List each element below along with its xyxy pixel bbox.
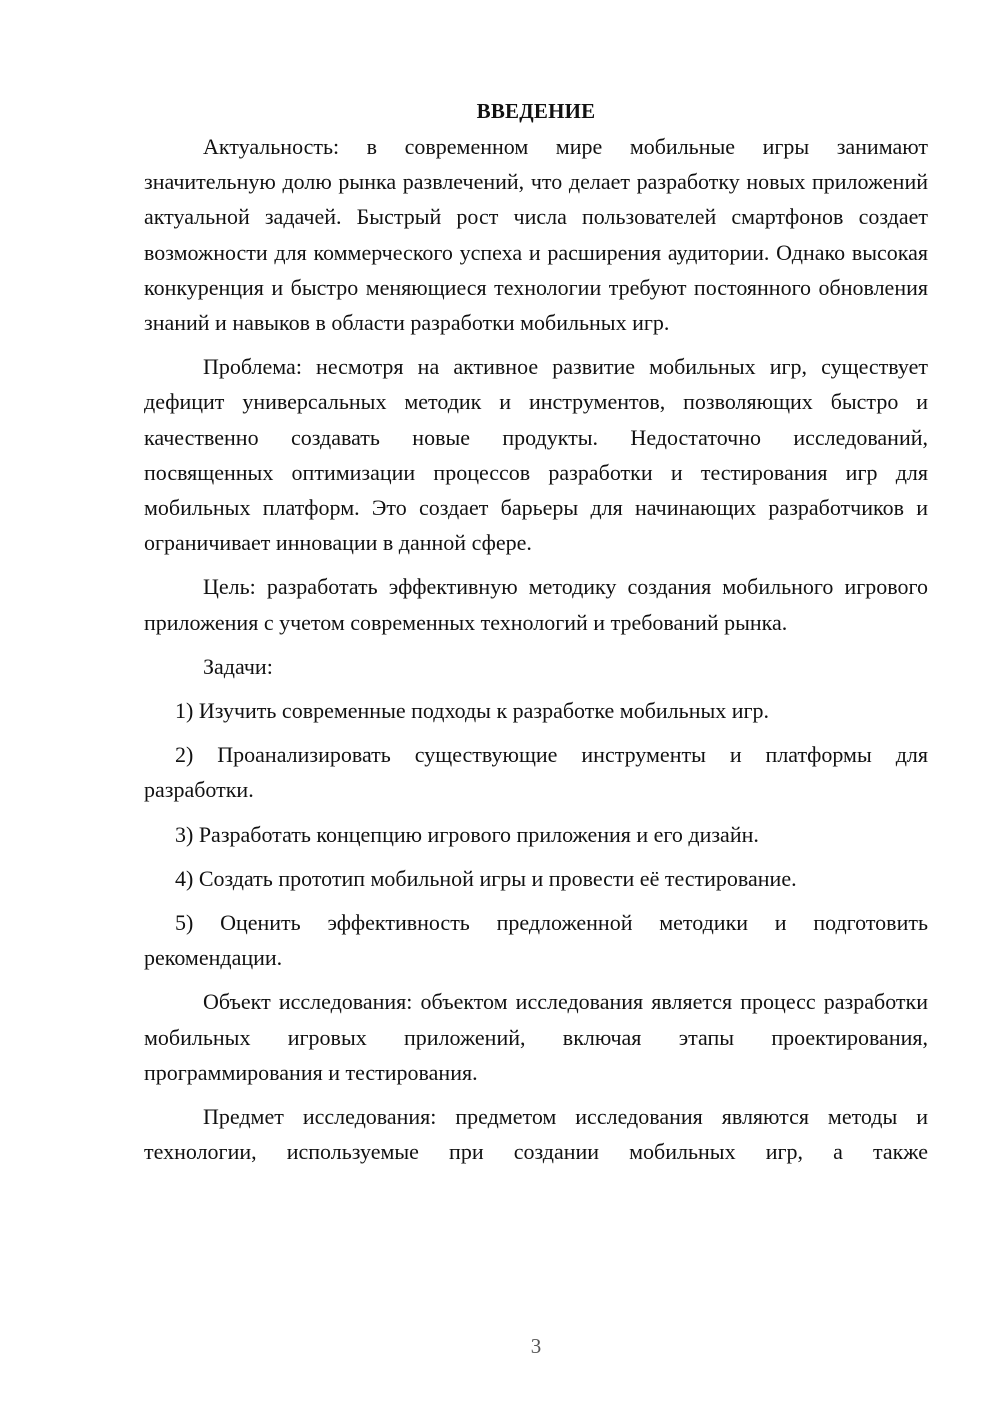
paragraph-goal: Цель: разработать эффективную методику создания мобильного игрового приложения с учетом современных технологий и требований рынка. — [144, 574, 928, 635]
page-content — [144, 94, 928, 1178]
tasks-label: Задачи: — [203, 653, 273, 679]
task-item-1: 1) Изучить современные подходы к разработке мобильных игр. — [175, 698, 770, 724]
task-item-5: 5) Оценить эффективность предложенной методики и подготовить рекомендации. — [144, 910, 928, 971]
paragraph-subject: Предмет исследования: предметом исследования являются методы и технологии, используемые при создании мобильных игр, а также — [144, 1104, 928, 1165]
paragraph-problem: Проблема: несмотря на активное развитие мобильных игр, существует дефицит универсальных методик и инструментов, позволяющих быстро и качественно создавать новые продукты. Недостаточно исследований, посвященных оптимизации процессов разработки и тестирования игр для мобильных платформ. Это создает барьеры для начинающих разработчиков и ограничивает инновации в данной сфере. — [144, 354, 928, 556]
paragraph-relevance: Актуальность: в современном мире мобильные игры занимают значительную долю рынка развлечений, что делает разработку новых приложений актуальной задачей. Быстрый рост числа пользователей смартфонов создает возможности для коммерческого успеха и расширения аудитории. Однако высокая конкуренция и быстро меняющиеся технологии требуют постоянного обновления знаний и навыков в области разработки мобильных игр. — [144, 134, 928, 336]
task-item-2: 2) Проанализировать существующие инструменты и платформы для разработки. — [144, 742, 928, 803]
task-item-4: 4) Создать прототип мобильной игры и провести её тестирование. — [175, 865, 797, 891]
page-number: 3 — [530, 1334, 542, 1358]
task-item-3: 3) Разработать концепцию игрового приложения и его дизайн. — [175, 821, 759, 847]
paragraph-object: Объект исследования: объектом исследования является процесс разработки мобильных игровых приложений, включая этапы проектирования, программирования и тестирования. — [144, 989, 928, 1085]
section-heading: ВВЕДЕНИЕ — [476, 99, 596, 123]
